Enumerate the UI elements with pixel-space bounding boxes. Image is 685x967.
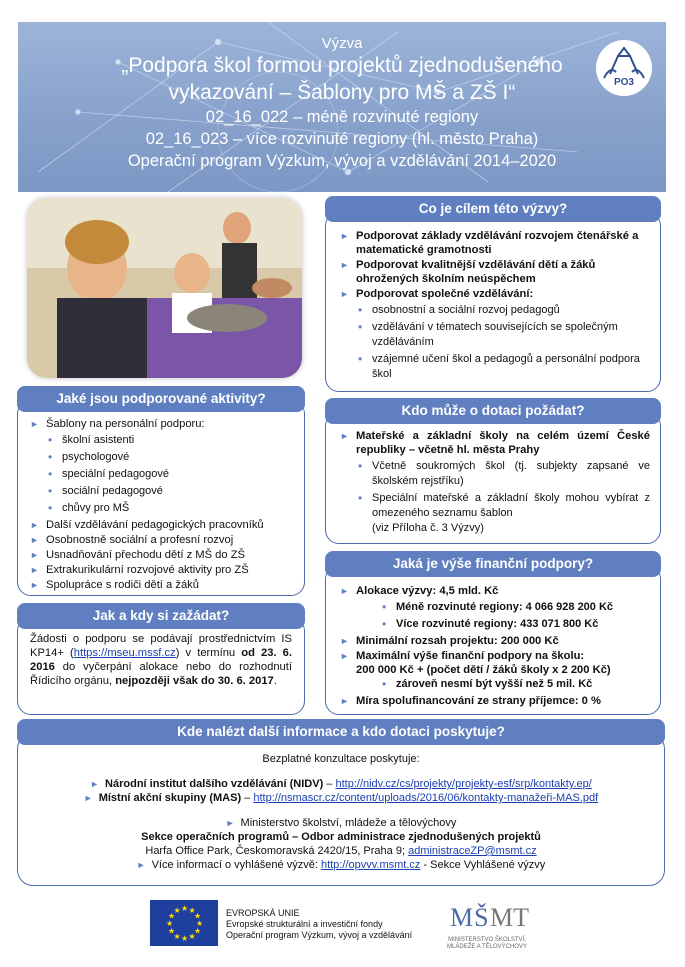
call-sub-line2: 02_16_023 – více rozvinuté regiony (hl. město Praha) [145, 130, 539, 148]
section-line: Sekce operačních programů – Odbor administrace zjednodušených projektů [141, 831, 541, 843]
eu-line3: Operační program Výzkum, vývoj a vzdělávání [226, 930, 413, 940]
children-photo [27, 198, 302, 378]
po3-logo [596, 40, 652, 96]
activity-subitem: • speciální pedagogové [46, 467, 296, 482]
activity-item: ► Osobnostně sociální a profesní rozvoj [28, 533, 296, 547]
amount-item: ► Alokace výzvy: 4,5 mld. Kč • Méně rozvinuté regiony: 4 066 928 200 Kč • Více rozvinuté regiony: 433 071 800 Kč [338, 584, 650, 632]
how-heading: Jak a kdy si zažádat? [17, 603, 305, 629]
mas-line: ► Místní akční skupiny (MAS) – http://nsmascr.cz/content/uploads/2016/06/kontakty-manažeři-MAS.pdf [83, 792, 599, 804]
eu-star-icon: ★ [173, 931, 181, 941]
goal-heading: Co je cílem této výzvy? [325, 196, 661, 222]
activity-subitem: • psychologové [46, 450, 296, 465]
ministry-line: ► Ministerstvo školství, mládeže a tělovýchovy [225, 817, 457, 829]
who-item: ► Mateřské a základní školy na celém území České republiky – včetně hl. města Prahy • Včetně soukromých škol (tj. subjekty zapsané ve školském rejstříku) • Speciální mateřské a základní školy mohou vybírat z omezeného seznamu šablon (viz Příloha č. 3 Výzvy) [338, 429, 650, 536]
amount-item: ► Míra spolufinancování ze strany příjemce: 0 % [338, 694, 650, 708]
nidv-line: ► Národní institut dalšího vzdělávání (NIDV) – http://nidv.cz/cs/projekty/projekty-esf/srp/kontakty.ep/ [90, 778, 592, 790]
goal-subitem: • osobnostní a sociální rozvoj pedagogů [356, 303, 650, 318]
msmt-logo [432, 900, 542, 950]
activity-item: ► Další vzdělávání pedagogických pracovníků [28, 518, 296, 532]
amount-subitem: • Méně rozvinuté regiony: 4 066 928 200 Kč [380, 600, 650, 615]
info-box [17, 733, 665, 886]
arrow-icon: ► [136, 860, 146, 870]
who-box [325, 412, 661, 544]
eu-star-icon: ★ [173, 906, 181, 916]
eu-star-icon: ★ [188, 906, 196, 916]
eu-star-icon: ★ [193, 926, 202, 936]
activity-item: ► Usnadňování přechodu dětí z MŠ do ZŠ [28, 548, 296, 562]
goal-item: ► Podporovat kvalitnější vzdělávání dětí a žáků ohrožených školním neúspěchem [338, 258, 650, 286]
eu-line2: Evropské strukturální a investiční fondy [226, 919, 383, 929]
activity-subitem: • chůvy pro MŠ [46, 501, 296, 516]
call-sub-line1: 02_16_022 – méně rozvinuté regiony [205, 108, 479, 126]
arrow-icon: ► [225, 818, 235, 828]
activity-item: ► Spolupráce s rodiči dětí a žáků [28, 578, 296, 592]
activity-item: ► Šablony na personální podporu: • školní asistenti • psychologové • speciální pedagogové • sociální pedagogové • chůvy pro MŠ [28, 417, 296, 516]
eu-star-icon: ★ [188, 931, 196, 941]
mas-link[interactable]: http://nsmascr.cz/content/uploads/2016/06/kontakty-manažeři-MAS.pdf [253, 792, 599, 804]
activities-heading: Jaké jsou podporované aktivity? [17, 386, 305, 412]
amount-heading: Jaká je výše finanční podpory? [325, 551, 661, 577]
msmt-mark-icon [432, 900, 542, 932]
eu-line1: EVROPSKÁ UNIE [226, 908, 300, 918]
eu-star-icon: ★ [181, 904, 189, 913]
amount-item: ► Maximální výše finanční podpory na školu: 200 000 Kč + (počet dětí / žáků školy x 2 200 Kč) • zároveň nesmí být vyšší než 5 mil. Kč [338, 649, 650, 692]
email-link[interactable]: administraceZP@msmt.cz [408, 845, 537, 857]
activity-item: ► Extrakurikulární rozvojové aktivity pro ZŠ [28, 563, 296, 577]
who-subitem: • Speciální mateřské a základní školy mohou vybírat z omezeného seznamu šablon (viz Příloha č. 3 Výzvy) [356, 491, 650, 536]
address-line: Harfa Office Park, Českomoravská 2420/15, Praha 9; administraceZP@msmt.cz [145, 845, 537, 857]
eu-star-icon: ★ [168, 911, 176, 921]
svg-text:MT: MT [490, 903, 529, 932]
activities-box [17, 400, 305, 596]
how-box [17, 617, 305, 715]
more-info-line: ► Více informací o vyhlášené výzvě: http://opvvv.msmt.cz - Sekce Vyhlášené výzvy [136, 859, 546, 871]
goal-subitem: • vzájemné učení škol a pedagogů a personální podpora škol [356, 352, 650, 382]
activity-subitem: • školní asistenti [46, 433, 296, 448]
info-heading: Kde nalézt další informace a kdo dotaci poskytuje? [17, 719, 665, 745]
header-banner [18, 22, 666, 192]
activity-subitem: • sociální pedagogové [46, 484, 296, 499]
goal-subitem: • vzdělávání v tématech souvisejících se společným vzděláváním [356, 320, 650, 350]
eu-flag-icon [150, 900, 218, 946]
msmt-text: MINISTERSTVO ŠKOLSTVÍ, MLÁDEŽE A TĚLOVÝCHOVY [447, 937, 527, 950]
eu-star-icon: ★ [168, 926, 176, 936]
call-title-line1: „Podpora škol formou projektů zjednodušeného [121, 54, 563, 77]
amount-item: ► Minimální rozsah projektu: 200 000 Kč [338, 634, 650, 648]
svg-text:MŠ: MŠ [450, 903, 490, 932]
nidv-link[interactable]: http://nidv.cz/cs/projekty/projekty-esf/srp/kontakty.ep/ [335, 778, 592, 790]
amount-box [325, 565, 661, 715]
eu-star-icon: ★ [181, 934, 189, 943]
goal-item: ► Podporovat společné vzdělávání: • osobnostní a sociální rozvoj pedagogů • vzdělávání v tématech souvisejících se společným vzděláváním • vzájemné učení škol a pedagogů a personální podpora škol [338, 287, 650, 382]
po3-logo-text: PO3 [613, 77, 634, 88]
arrow-icon: ► [90, 779, 100, 789]
opvvv-link[interactable]: http://opvvv.msmt.cz [320, 859, 421, 871]
iskp-link[interactable]: https://mseu.mssf.cz [73, 647, 176, 659]
who-subitem: • Včetně soukromých škol (tj. subjekty zapsané ve školském rejstříku) [356, 459, 650, 489]
goal-item: ► Podporovat základy vzdělávání rozvojem čtenářské a matematické gramotnosti [338, 229, 650, 257]
amount-subitem: • Více rozvinuté regiony: 433 071 800 Kč [380, 617, 650, 632]
amount-subitem: • zároveň nesmí být vyšší než 5 mil. Kč [380, 677, 650, 692]
arrow-icon: ► [83, 793, 93, 803]
eu-star-icon: ★ [193, 911, 202, 921]
call-title-line2: vykazování – Šablony pro MŠ a ZŠ I“ [168, 81, 516, 104]
eu-star-icon: ★ [196, 919, 204, 928]
call-sub-line3: Operační program Výzkum, vývoj a vzdělávání 2014–2020 [127, 152, 557, 170]
free-consult: Bezplatné konzultace poskytuje: [262, 753, 420, 765]
goal-box [325, 212, 661, 392]
call-label: Výzva [321, 35, 363, 52]
eu-star-icon: ★ [166, 919, 174, 928]
who-heading: Kdo může o dotaci požádat? [325, 398, 661, 424]
how-text: Žádosti o podporu se podávají prostřednictvím IS KP14+ (https://mseu.mssf.cz) v termínu od 23. 6. 2016 do vyčerpání alokace nebo do rozhodnutí Řídicího orgánu, nejpozději však do 30. 6. 2017. [30, 633, 292, 687]
